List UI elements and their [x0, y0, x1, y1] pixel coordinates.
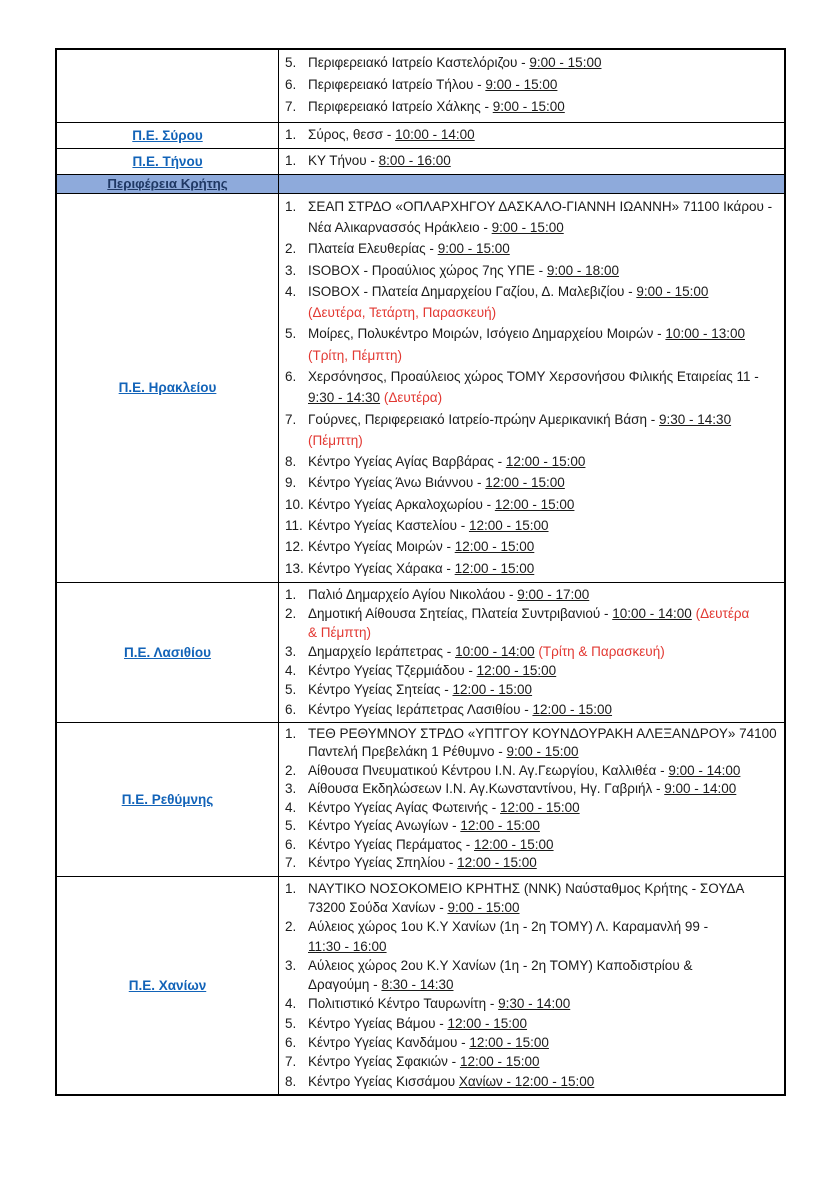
item-text — [308, 323, 780, 366]
location-text: Κέντρο Υγείας Αγίας Φωτεινής - — [308, 799, 501, 815]
list-item — [285, 604, 780, 642]
region-cell — [57, 877, 279, 1094]
time-range: 9:00 - 15:00 — [491, 219, 564, 235]
list-item — [285, 994, 780, 1013]
time-range: 12:00 - 15:00 — [494, 496, 575, 512]
schedule-table — [55, 48, 786, 1096]
table-row — [57, 876, 784, 1094]
list-item — [285, 96, 780, 118]
item-text — [308, 879, 780, 918]
list-item — [285, 917, 780, 956]
list-item — [285, 680, 780, 699]
item-number: 5. — [285, 818, 297, 834]
item-text — [308, 994, 780, 1013]
location-text: Πλατεία Ελευθερίας - — [308, 241, 438, 257]
item-text — [308, 956, 780, 995]
location-text: Δραγούμη - — [308, 977, 382, 993]
time-range: 12:00 - 15:00 — [447, 1015, 528, 1031]
list-item — [285, 125, 780, 145]
region-cell — [57, 583, 279, 722]
list-item — [285, 281, 780, 324]
location-text: Αύλειος χώρος 2ου Κ.Υ Χανίων (1η - 2η ΤΟΜΥ) Καποδιστρίου & — [308, 957, 693, 973]
region-cell — [57, 175, 279, 193]
item-number: 4. — [285, 799, 297, 815]
region-link[interactable]: Π.Ε. Ηρακλείου — [118, 380, 217, 396]
item-text — [308, 799, 780, 818]
table-row — [57, 582, 784, 722]
time-range: 11:30 - 16:00 — [308, 938, 387, 954]
time-range: 9:00 - 17:00 — [517, 586, 590, 602]
table-row — [57, 193, 784, 582]
region-link[interactable]: Π.Ε. Σύρου — [132, 127, 203, 143]
item-text — [308, 1033, 780, 1052]
item-number: 1. — [285, 586, 297, 602]
item-number: 1. — [285, 126, 297, 142]
region-cell — [57, 149, 279, 174]
item-text — [308, 661, 780, 680]
days-note: (Δευτέρα) — [383, 390, 443, 406]
location-text: Κέντρο Υγείας Καστελίου - — [308, 518, 469, 534]
item-text — [308, 558, 780, 579]
item-text — [308, 281, 780, 324]
region-cell — [57, 194, 279, 582]
item-text — [308, 917, 780, 956]
item-number: 8. — [285, 1073, 297, 1089]
list-item — [285, 366, 780, 409]
list-item — [285, 558, 780, 579]
item-number: 8. — [285, 454, 297, 470]
item-text — [308, 642, 780, 661]
list-item — [285, 956, 780, 995]
list-item — [285, 879, 780, 918]
location-text: Νέα Αλικαρνασσός Ηράκλειο - — [308, 219, 492, 235]
time-range: 12:00 - 15:00 — [459, 1054, 540, 1070]
item-number: 12. — [285, 539, 304, 555]
item-number: 2. — [285, 919, 297, 935]
list-item — [285, 451, 780, 472]
list-item — [285, 238, 780, 259]
locations-cell — [279, 123, 784, 148]
item-number: 4. — [285, 996, 297, 1012]
item-number: 10. — [285, 496, 304, 512]
item-number: 7. — [285, 855, 297, 871]
location-text: Παλιό Δημαρχείο Αγίου Νικολάου - — [308, 586, 518, 602]
location-text: Γούρνες, Περιφερειακό Ιατρείο-πρώην Αμερικανική Βάση - — [308, 411, 660, 427]
days-note: (Πέμπτη) — [308, 432, 363, 448]
item-text — [308, 585, 780, 604]
list-item — [285, 854, 780, 873]
item-number: 6. — [285, 368, 297, 384]
item-number: 2. — [285, 606, 297, 622]
item-text — [308, 74, 780, 96]
list-item — [285, 494, 780, 515]
item-number: 1. — [285, 152, 297, 168]
location-text: 73200 Σούδα Χανίων - — [308, 899, 448, 915]
time-range: 10:00 - 13:00 — [665, 326, 745, 342]
locations-cell — [279, 175, 784, 193]
location-text: Κέντρο Υγείας Ιεράπετρας Λασιθίου - — [308, 701, 533, 717]
list-item — [285, 409, 780, 452]
list-item — [285, 762, 780, 781]
region-header-link[interactable]: Περιφέρεια Κρήτης — [107, 176, 228, 192]
location-text: Κέντρο Υγείας Τζερμιάδου - — [308, 663, 477, 679]
list-item — [285, 661, 780, 680]
location-text: ΤΕΘ ΡΕΘΥΜΝΟΥ ΣΤΡΔΟ «ΥΠΤΓΟΥ ΚΟΥΝΔΟΥΡΑΚΗ ΑΛΕΞΑΝΔΡΟΥ» 74100 — [308, 725, 777, 741]
location-text: Αύλειος χώρος 1ου Κ.Υ Χανίων (1η - 2η ΤΟΜΥ) Λ. Καραμανλή 99 - — [308, 919, 709, 935]
location-text: Κέντρο Υγείας Βάμου - — [308, 1015, 448, 1031]
location-text: Κέντρο Υγείας Κανδάμου - — [308, 1034, 470, 1050]
item-text — [308, 780, 780, 799]
item-number: 6. — [285, 1034, 297, 1050]
time-range: 9:00 - 15:00 — [529, 55, 602, 70]
item-text — [308, 96, 780, 118]
item-number: 6. — [285, 77, 297, 93]
list-item — [285, 642, 780, 661]
item-number: 4. — [285, 663, 297, 679]
location-text: Κέντρο Υγείας Χάρακα - — [308, 560, 455, 576]
region-link[interactable]: Π.Ε. Λασιθίου — [124, 644, 211, 660]
time-range: 12:00 - 15:00 — [468, 518, 549, 534]
item-number: 7. — [285, 411, 297, 427]
time-range: 10:00 - 14:00 — [455, 644, 535, 660]
item-number: 5. — [285, 682, 297, 698]
time-range: 9:00 - 15:00 — [492, 99, 565, 115]
location-text: Περιφερειακό Ιατρείο Χάλκης - — [308, 99, 493, 115]
location-text: Αίθουσα Πνευματικού Κέντρου Ι.Ν. Αγ.Γεωργίου, Καλλιθέα - — [308, 762, 669, 778]
item-text — [308, 1052, 780, 1071]
item-text — [308, 604, 780, 642]
list-item — [285, 585, 780, 604]
list-item — [285, 799, 780, 818]
item-number: 9. — [285, 475, 297, 491]
item-text — [308, 494, 780, 515]
locations-cell — [279, 194, 784, 582]
item-number: 3. — [285, 957, 297, 973]
item-text — [308, 1014, 780, 1033]
list-item — [285, 536, 780, 557]
time-range: 12:00 - 15:00 — [460, 818, 540, 834]
location-text: Παντελή Πρεβελάκη 1 Ρέθυμνο - — [308, 744, 507, 760]
region-cell — [57, 123, 279, 148]
time-range: 9:00 - 15:00 — [506, 744, 579, 760]
item-text — [308, 238, 780, 259]
time-range: 12:00 - 15:00 — [485, 475, 565, 491]
list-item — [285, 52, 780, 74]
item-text — [308, 366, 780, 409]
location-text: Κέντρο Υγείας Μοιρών - — [308, 539, 455, 555]
location-text: Κέντρο Υγείας Σητείας - — [308, 682, 453, 698]
days-note: (Δευτέρα — [695, 606, 750, 622]
region-link[interactable]: Π.Ε. Τήνου — [132, 153, 203, 169]
location-text: ISOBOX - Πλατεία Δημαρχείου Γαζίου, Δ. Μαλεβιζίου - — [308, 283, 637, 299]
location-text: Αίθουσα Εκδηλώσεων Ι.Ν. Αγ.Κωνσταντίνου, Ηγ. Γαβριήλ - — [308, 781, 665, 797]
item-text — [308, 700, 780, 719]
item-number: 5. — [285, 326, 297, 342]
list-item — [285, 515, 780, 536]
item-number: 2. — [285, 241, 297, 257]
list-item — [285, 725, 780, 762]
location-text: Κέντρο Υγείας Σπηλίου - — [308, 855, 458, 871]
time-range: 12:00 - 15:00 — [452, 682, 533, 698]
item-number: 4. — [285, 283, 297, 299]
location-text: Χερσόνησος, Προαύλειος χώρος ΤΟΜΥ Χερσονήσου Φιλικής Εταιρείας 11 - — [308, 368, 759, 384]
days-note: & Πέμπτη) — [308, 625, 371, 641]
time-range: 8:00 - 16:00 — [378, 152, 451, 168]
time-range: 9:30 - 14:30 — [308, 390, 381, 406]
time-range: 9:00 - 14:00 — [668, 762, 741, 778]
location-text: Κέντρο Υγείας Κισσάμου — [308, 1073, 459, 1089]
item-text — [308, 409, 780, 452]
item-number: 5. — [285, 55, 297, 70]
item-text — [308, 451, 780, 472]
time-range: 9:00 - 18:00 — [546, 262, 619, 278]
item-number: 5. — [285, 1015, 297, 1031]
time-range: 9:00 - 15:00 — [636, 283, 709, 299]
list-item — [285, 1072, 780, 1091]
item-number: 7. — [285, 1054, 297, 1070]
list-item — [285, 1033, 780, 1052]
item-text — [308, 52, 780, 74]
list-item — [285, 1014, 780, 1033]
list-item — [285, 780, 780, 799]
days-note: (Τρίτη, Πέμπτη) — [308, 347, 402, 363]
item-number: 1. — [285, 198, 297, 214]
list-item — [285, 472, 780, 493]
item-text — [308, 151, 780, 171]
item-text — [308, 680, 780, 699]
time-range: 9:00 - 15:00 — [437, 241, 510, 257]
table-row — [57, 722, 784, 876]
time-range: 12:00 - 15:00 — [505, 454, 586, 470]
locations-cell — [279, 149, 784, 174]
locations-cell — [279, 877, 784, 1094]
region-cell — [57, 50, 279, 122]
time-range: 10:00 - 14:00 — [395, 126, 475, 142]
time-range: Χανίων - 12:00 - 15:00 — [458, 1073, 595, 1089]
location-text: ΣΕΑΠ ΣΤΡΔΟ «ΟΠΛΑΡΧΗΓΟΥ ΔΑΣΚΑΛΟ-ΓΙΑΝΝΗ ΙΩΑΝΝΗ» 71100 Ικάρου - — [308, 198, 773, 214]
list-item — [285, 700, 780, 719]
item-number: 3. — [285, 781, 297, 797]
item-text — [308, 1072, 780, 1091]
location-text: Μοίρες, Πολυκέντρο Μοιρών, Ισόγειο Δημαρχείου Μοιρών - — [308, 326, 666, 342]
days-note: (Τρίτη & Παρασκευή) — [538, 644, 665, 660]
item-number: 7. — [285, 99, 297, 115]
time-range: 9:00 - 15:00 — [485, 77, 558, 93]
table-row — [57, 122, 784, 148]
time-range: 12:00 - 15:00 — [469, 1034, 549, 1050]
item-text — [308, 472, 780, 493]
location-text: Κέντρο Υγείας Περάματος - — [308, 836, 474, 852]
location-text: ISOBOX - Προαύλιος χώρος 7ης ΥΠΕ - — [308, 262, 547, 278]
item-number: 2. — [285, 762, 297, 778]
time-range: 12:00 - 15:00 — [532, 701, 613, 717]
time-range: 12:00 - 15:00 — [457, 855, 537, 871]
locations-cell — [279, 583, 784, 722]
location-text: Δημοτική Αίθουσα Σητείας, Πλατεία Συντριβανιού - — [308, 606, 613, 622]
item-text — [308, 536, 780, 557]
item-text — [308, 817, 780, 836]
item-text — [308, 762, 780, 781]
time-range: 12:00 - 15:00 — [500, 799, 580, 815]
region-cell — [57, 723, 279, 876]
time-range: 8:30 - 14:30 — [381, 977, 454, 993]
item-number: 13. — [285, 560, 304, 576]
location-text: ΝΑΥΤΙΚΟ ΝΟΣΟΚΟΜΕΙΟ ΚΡΗΤΗΣ (ΝΝΚ) Ναύσταθμος Κρήτης - ΣΟΥΔΑ — [308, 880, 745, 896]
locations-cell — [279, 50, 784, 122]
location-text: ΚΥ Τήνου - — [308, 152, 379, 168]
time-range: 12:00 - 15:00 — [476, 663, 557, 679]
table-row — [57, 50, 784, 122]
time-range: 12:00 - 15:00 — [454, 560, 535, 576]
location-text: Περιφερειακό Ιατρείο Τήλου - — [308, 77, 486, 93]
location-text: Κέντρο Υγείας Σφακιών - — [308, 1054, 460, 1070]
locations-cell — [279, 723, 784, 876]
table-row — [57, 148, 784, 174]
item-number: 11. — [285, 518, 303, 534]
item-text — [308, 125, 780, 145]
time-range: 9:00 - 15:00 — [447, 899, 520, 915]
table-row — [57, 174, 784, 193]
location-text: Κέντρο Υγείας Ανωγίων - — [308, 818, 461, 834]
location-text: Κέντρο Υγείας Αγίας Βαρβάρας - — [308, 454, 506, 470]
time-range: 12:00 - 15:00 — [473, 836, 554, 852]
region-link[interactable]: Π.Ε. Χανίων — [128, 977, 207, 993]
item-text — [308, 854, 780, 873]
time-range: 12:00 - 15:00 — [454, 539, 535, 555]
location-text: Κέντρο Υγείας Αρκαλοχωρίου - — [308, 496, 495, 512]
item-number: 1. — [285, 880, 297, 896]
item-number: 6. — [285, 701, 297, 717]
item-text — [308, 836, 780, 855]
days-note: (Δευτέρα, Τετάρτη, Παρασκευή) — [308, 305, 497, 321]
location-text: Δημαρχείο Ιεράπετρας - — [308, 644, 456, 660]
location-text: Περιφερειακό Ιατρείο Καστελόριζου - — [308, 55, 530, 70]
location-text: Σύρος, θεσσ - — [308, 126, 396, 142]
list-item — [285, 260, 780, 281]
item-number: 6. — [285, 836, 297, 852]
item-number: 3. — [285, 262, 297, 278]
list-item — [285, 1052, 780, 1071]
location-text: Κέντρο Υγείας Άνω Βιάννου - — [308, 475, 486, 491]
location-text: Πολιτιστικό Κέντρο Ταυρωνίτη - — [308, 996, 499, 1012]
item-number: 1. — [285, 725, 297, 741]
list-item — [285, 151, 780, 171]
time-range: 9:30 - 14:00 — [498, 996, 571, 1012]
item-text — [308, 515, 780, 536]
list-item — [285, 196, 780, 239]
region-link[interactable]: Π.Ε. Ρεθύμνης — [121, 791, 214, 807]
item-number: 3. — [285, 644, 297, 660]
time-range: 9:00 - 14:00 — [664, 781, 737, 797]
item-text — [308, 260, 780, 281]
item-text — [308, 196, 780, 239]
item-text — [308, 725, 780, 762]
list-item — [285, 74, 780, 96]
list-item — [285, 836, 780, 855]
time-range: 9:30 - 14:30 — [659, 411, 732, 427]
list-item — [285, 323, 780, 366]
time-range: 10:00 - 14:00 — [612, 606, 692, 622]
list-item — [285, 817, 780, 836]
